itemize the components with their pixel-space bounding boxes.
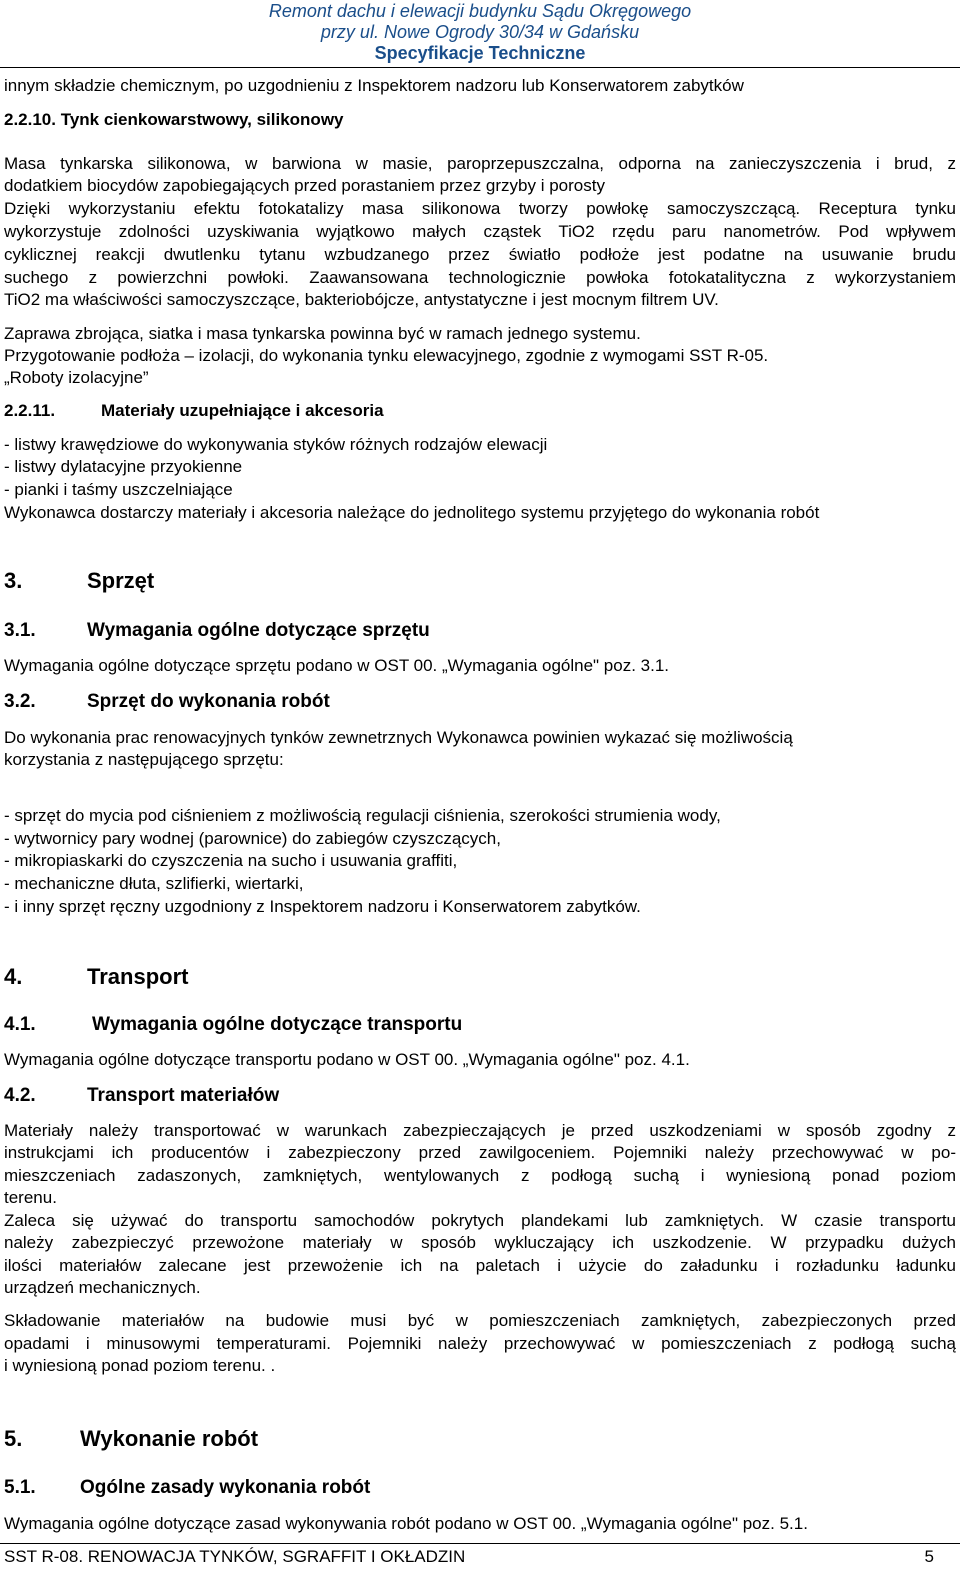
- section-title: Sprzęt do wykonania robót: [87, 691, 330, 712]
- list-item: - i inny sprzęt ręczny uzgodniony z Inspektorem nadzoru i Konserwatorem zabytków.: [4, 897, 641, 916]
- section-title: Materiały uzupełniające i akcesoria: [101, 401, 384, 420]
- header-title-line2: przy ul. Nowe Ogrody 30/34 w Gdańsku: [320, 22, 640, 42]
- list-item: - listwy dylatacyjne przyokienne: [4, 457, 243, 476]
- paragraph-line: Przygotowanie podłoża – izolacji, do wykonania tynku elewacyjnego, zgodnie z wymogami SST R-05.: [4, 346, 769, 365]
- paragraph-line: Dzięki wykorzystaniu efektu fotokatalizy masa silikonowa tworzy powłokę samoczyszczącą. Receptura tynku: [4, 199, 956, 218]
- list-item: - listwy krawędziowe do wykonywania styków różnych rodzajów elewacji: [4, 435, 548, 454]
- header-divider: [0, 67, 960, 68]
- list-item: - sprzęt do mycia pod ciśnieniem z możliwością regulacji ciśnienia, szerokości strumienia wody,: [4, 806, 721, 825]
- paragraph-line: Wymagania ogólne dotyczące sprzętu podano w OST 00. „Wymagania ogólne" poz. 3.1.: [4, 656, 670, 675]
- paragraph-line: Zaprawa zbrojąca, siatka i masa tynkarska powinna być w ramach jednego systemu.: [4, 324, 641, 343]
- section-number: 2.2.11.: [4, 401, 56, 420]
- paragraph-line: TiO2 ma właściwości samoczyszczące, bakteriobójcze, antystatyczne i jest mocnym filtrem UV.: [4, 290, 719, 309]
- paragraph-line: opadami i minusowymi temperaturami. Pojemniki należy przechowywać w pomieszczeniach z podłogą suchą: [4, 1334, 956, 1353]
- section-heading-3-2: [4, 690, 956, 714]
- section-heading-5: [4, 1426, 956, 1452]
- section-heading-2-2-10: 2.2.10. Tynk cienkowarstwowy, silikonowy: [4, 110, 344, 129]
- header-title-line1: Remont dachu i elewacji budynku Sądu Okręgowego: [268, 1, 692, 21]
- section-number: 4.: [4, 964, 23, 989]
- paragraph-line: innym składzie chemicznym, po uzgodnieniu z Inspektorem nadzoru lub Konserwatorem zabytków: [4, 76, 744, 95]
- paragraph-line: korzystania z następującego sprzętu:: [4, 750, 284, 769]
- paragraph-line: Wymagania ogólne dotyczące transportu podano w OST 00. „Wymagania ogólne" poz. 4.1.: [4, 1050, 690, 1069]
- section-heading-2-2-11: [4, 400, 956, 422]
- section-number: 4.2.: [4, 1085, 36, 1106]
- footer-divider: [0, 1543, 960, 1544]
- paragraph-line: terenu.: [4, 1188, 57, 1207]
- section-heading-4-1: [4, 1013, 956, 1037]
- paragraph-line: dodatkiem biocydów zapobiegających przed porastaniem przez grzyby i porosty: [4, 176, 605, 195]
- paragraph-line: urządzeń mechanicznych.: [4, 1278, 201, 1297]
- paragraph-line: Wymagania ogólne dotyczące zasad wykonywania robót podano w OST 00. „Wymagania ogólne" poz. 5.1.: [4, 1514, 808, 1533]
- footer-page-number: 5: [924, 1547, 934, 1566]
- section-heading-3-1: [4, 619, 956, 643]
- section-title: Wykonanie robót: [80, 1426, 259, 1451]
- paragraph-line: należy zabezpieczyć przewożone materiały w sposób wykluczający ich uszkodzenie. W przypadku dużych: [4, 1233, 956, 1252]
- paragraph-line: ilości materiałów zalecane jest przewożenie ich na paletach i użycie do załadunku i rozładunku ładunku: [4, 1256, 956, 1275]
- section-title: Ogólne zasady wykonania robót: [80, 1477, 371, 1498]
- section-heading-5-1: [4, 1476, 956, 1500]
- list-item: - mechaniczne dłuta, szlifierki, wiertarki,: [4, 874, 304, 893]
- page-footer: [4, 1546, 956, 1568]
- paragraph-line: Składowanie materiałów na budowie musi być w pomieszczeniach zamkniętych, zabezpieczonych przed: [4, 1311, 956, 1330]
- paragraph-line: Zaleca się używać do transportu samochodów pokrytych plandekami lub zamkniętych. W czasie transportu: [4, 1211, 956, 1230]
- paragraph-line: Do wykonania prac renowacyjnych tynków zewnetrznych Wykonawca powinien wykazać się możliwością: [4, 728, 793, 747]
- paragraph-line: Materiały należy transportować w warunkach zabezpieczających je przed uszkodzeniami w sposób zgodny z: [4, 1121, 956, 1140]
- section-title: Wymagania ogólne dotyczące sprzętu: [87, 620, 430, 641]
- paragraph-line: „Roboty izolacyjne”: [4, 368, 149, 387]
- list-item: - mikropiaskarki do czyszczenia na sucho i usuwania graffiti,: [4, 851, 458, 870]
- paragraph-line: instrukcjami ich producentów i zabezpieczony przed zawilgoceniem. Pojemniki należy przechowywać w po-: [4, 1143, 956, 1162]
- paragraph-line: i wyniesioną ponad poziom terenu. .: [4, 1356, 276, 1375]
- section-number: 4.1.: [4, 1014, 36, 1035]
- section-heading-4: [4, 964, 956, 990]
- section-number: 5.: [4, 1426, 23, 1451]
- list-item: - pianki i taśmy uszczelniające: [4, 480, 233, 499]
- paragraph-line: cyklicznej reakcji dwutlenku tytanu wzbudzanego przez światło podłoże jest podatne na usuwanie brudu: [4, 245, 956, 264]
- section-heading-4-2: [4, 1084, 956, 1108]
- section-number: 3.1.: [4, 620, 36, 641]
- footer-document-title: SST R-08. RENOWACJA TYNKÓW, SGRAFFIT I OKŁADZIN: [4, 1547, 466, 1566]
- paragraph-line: wykorzystuje zdolności uzyskiwania wyjątkowo małych cząstek TiO2 rzędu paru nanometrów. Pod wpływem: [4, 222, 956, 241]
- section-title: Transport: [87, 964, 189, 989]
- paragraph-line: mieszczeniach zadaszonych, zamkniętych, wentylowanych z podłogą suchą i wyniesioną ponad poziom: [4, 1166, 956, 1185]
- paragraph-line: Masa tynkarska silikonowa, w barwiona w masie, paroprzepuszczalna, odporna na zanieczyszczenia i brud, z: [4, 154, 956, 173]
- header-title-line3: Specyfikacje Techniczne: [374, 43, 586, 63]
- paragraph-line: Wykonawca dostarczy materiały i akcesoria należące do jednolitego systemu przyjętego do wykonania robót: [4, 503, 820, 522]
- list-item: - wytwornicy pary wodnej (parownice) do zabiegów czyszczących,: [4, 829, 501, 848]
- section-title: Wymagania ogólne dotyczące transportu: [92, 1014, 463, 1035]
- section-title: Transport materiałów: [87, 1085, 280, 1106]
- section-number: 5.1.: [4, 1477, 36, 1498]
- paragraph-line: suchego z powierzchni powłoki. Zaawansowana technologicznie powłoka fotokatalityczna z wykorzystaniem: [4, 268, 956, 287]
- section-heading-3: [4, 568, 956, 594]
- section-number: 3.2.: [4, 691, 36, 712]
- section-number: 3.: [4, 568, 23, 593]
- section-title: Sprzęt: [87, 568, 155, 593]
